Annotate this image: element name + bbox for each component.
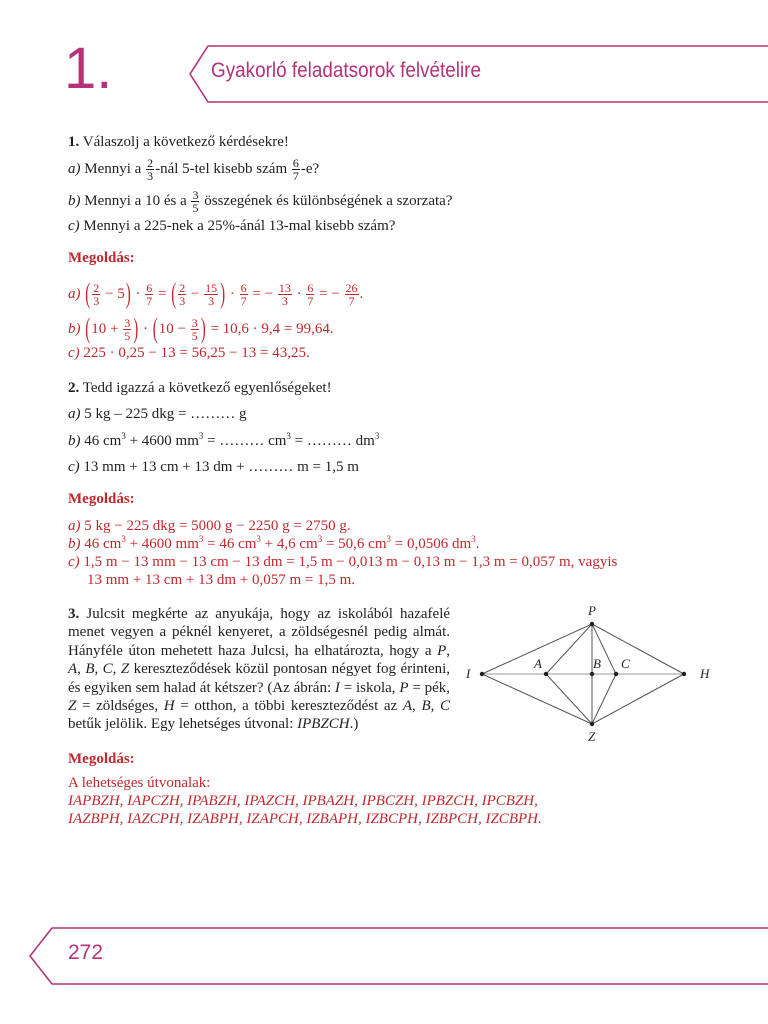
q1-a-text2: -nál 5-tel kisebb szám — [155, 160, 288, 177]
sol2-a-text: 5 kg − 225 dkg = 5000 g − 2250 g = 2750 g. — [84, 518, 351, 534]
q2-b: b) 46 $cm^3 + 4600$ $mm^3$ = ……… $cm^3$ = ……… $dm^3$ — [68, 431, 380, 449]
q2-prompt-text: Tedd igazzá a következő egyenlőségeket! — [82, 380, 332, 396]
node-I-label: I — [466, 666, 471, 681]
sol2-a-label: a) — [68, 518, 81, 534]
node-C-label: C — [621, 656, 630, 671]
q1-prompt-text: Válaszolj a következő kérdésekre! — [82, 134, 289, 150]
q1-c-label: c) — [68, 218, 80, 234]
q1-c — [68, 217, 395, 235]
sol1-a-label: a) — [68, 285, 81, 302]
sol2-heading: Megoldás: — [68, 491, 135, 507]
sol1-b: b) (10 + $\frac{3}{5}$ ) · (10 − $\frac{3}{5}$ ) = 10,6 · 9,4 = 99,64. — [68, 314, 334, 345]
sol1-c — [68, 344, 310, 362]
q2-a-label: a) — [68, 406, 81, 422]
sol2-c-label: c) — [68, 554, 80, 570]
sol2-b-label: b) — [68, 536, 81, 552]
sol2-b: b) 46 $cm^3 + 4600$ $mm^3 = 46$ $cm^3 + 4,6$ $cm^3 = 50,6$ $cm^3 = 0,0506$ $dm^3$. — [68, 534, 480, 552]
q1-a-text3: -e? — [300, 160, 320, 177]
q1-b-label: b) — [68, 192, 81, 209]
node-B-label: B — [593, 656, 601, 671]
q1-a — [68, 157, 319, 182]
sol2-c-line1: 1,5 m − 13 mm − 13 cm − 13 dm = 1,5 m − 0,013 m − 0,13 m − 1,3 m = 0,057 m, vagyis — [83, 554, 618, 570]
chapter-number: 1. — [64, 36, 113, 101]
q2-b-label: b) — [68, 433, 81, 449]
sol2-c — [68, 553, 617, 571]
sol1-a: a) ( $\frac{2}{3}$ − 5) · $\frac{6}{7}$ = ( $\frac{2}{3}$ − $\frac{15}{3}$ ) · $\frac{6}{7}$ = − $\frac{13}{3}$ · $\frac{6}{7}$ = − $\frac{26}{7}$ . — [68, 279, 364, 310]
sol3-routes-line2: IAZBPH, IAZCPH, IZABPH, IZAPCH, IZBAPH, IZBCPH, IZBPCH, IZCBPH. — [68, 811, 542, 827]
q1-b — [68, 189, 452, 214]
q2-a — [68, 405, 246, 423]
q3-number: 3. — [68, 606, 80, 622]
q1-number: 1. — [68, 134, 80, 150]
q1-c-text: Mennyi a 225-nek a 25%-ánál 13-mal kisebb szám? — [83, 218, 396, 234]
node-H-label: H — [700, 666, 710, 681]
q1-a-text1: Mennyi a — [84, 160, 142, 177]
sol2-a — [68, 517, 351, 535]
q2-a-text: 5 kg – 225 dkg = ……… g — [84, 406, 247, 422]
node-P-label: P — [588, 603, 596, 618]
sol1-c-label: c) — [68, 345, 80, 361]
sol1-heading: Megoldás: — [68, 250, 135, 266]
footer-banner — [28, 926, 768, 986]
q2-prompt — [68, 379, 332, 397]
sol1-b-label: b) — [68, 320, 81, 337]
sol1-c-text: 225 · 0,25 − 13 = 56,25 − 13 = 43,25. — [83, 345, 310, 361]
q3-text: 3. Julcsit megkérte az anyukája, hogy az iskolából hazafelé menet vegyen a péknél kenyeret, a zöldségesnél pedig almát. Hányféle úton mehetett haza Julcsi, ha elhatározta, hogy a P, A, B, C, Z kereszteződések közül pontosan négyet fog érinteni, és egyiken sem halad át kétszer? (Az ábrán: I = iskola, P = pék, Z = zöldséges, H = otthon, a többi kereszteződést az A, B, C betűk jelölik. Egy lehetséges útvonal: IPBZCH.) — [68, 606, 451, 733]
header-title: Gyakorló feladatsorok felvételire — [211, 59, 481, 82]
q2-c — [68, 458, 359, 476]
node-Z-label: Z — [588, 729, 596, 744]
q1-b-text2: összegének és különbségének a szorzata? — [204, 192, 453, 209]
q2-c-text: 13 mm + 13 cm + 13 dm + ……… m = 1,5 m — [83, 459, 359, 475]
q1-a-label: a) — [68, 160, 81, 177]
route-diagram — [462, 600, 722, 745]
fraction-3-5: $\frac{3}{5}$ — [192, 188, 199, 215]
sol2-c-line2: 13 mm + 13 cm + 13 dm + 0,057 m = 1,5 m. — [87, 572, 356, 588]
fraction-2-3: $\frac{2}{3}$ — [147, 156, 154, 183]
sol3-heading: Megoldás: — [68, 751, 135, 767]
q1-b-text1: Mennyi a 10 és a — [84, 192, 187, 209]
node-A-label: A — [534, 656, 542, 671]
sol3-intro: A lehetséges útvonalak: — [68, 775, 211, 791]
page-number: 272 — [68, 941, 104, 964]
fraction-6-7: $\frac{6}{7}$ — [292, 156, 299, 183]
sol3-routes-line1: IAPBZH, IAPCZH, IPABZH, IPAZCH, IPBAZH, IPBCZH, IPBZCH, IPCBZH, — [68, 793, 538, 809]
q2-number: 2. — [68, 380, 80, 396]
q2-c-label: c) — [68, 459, 80, 475]
q1-prompt — [68, 133, 289, 151]
